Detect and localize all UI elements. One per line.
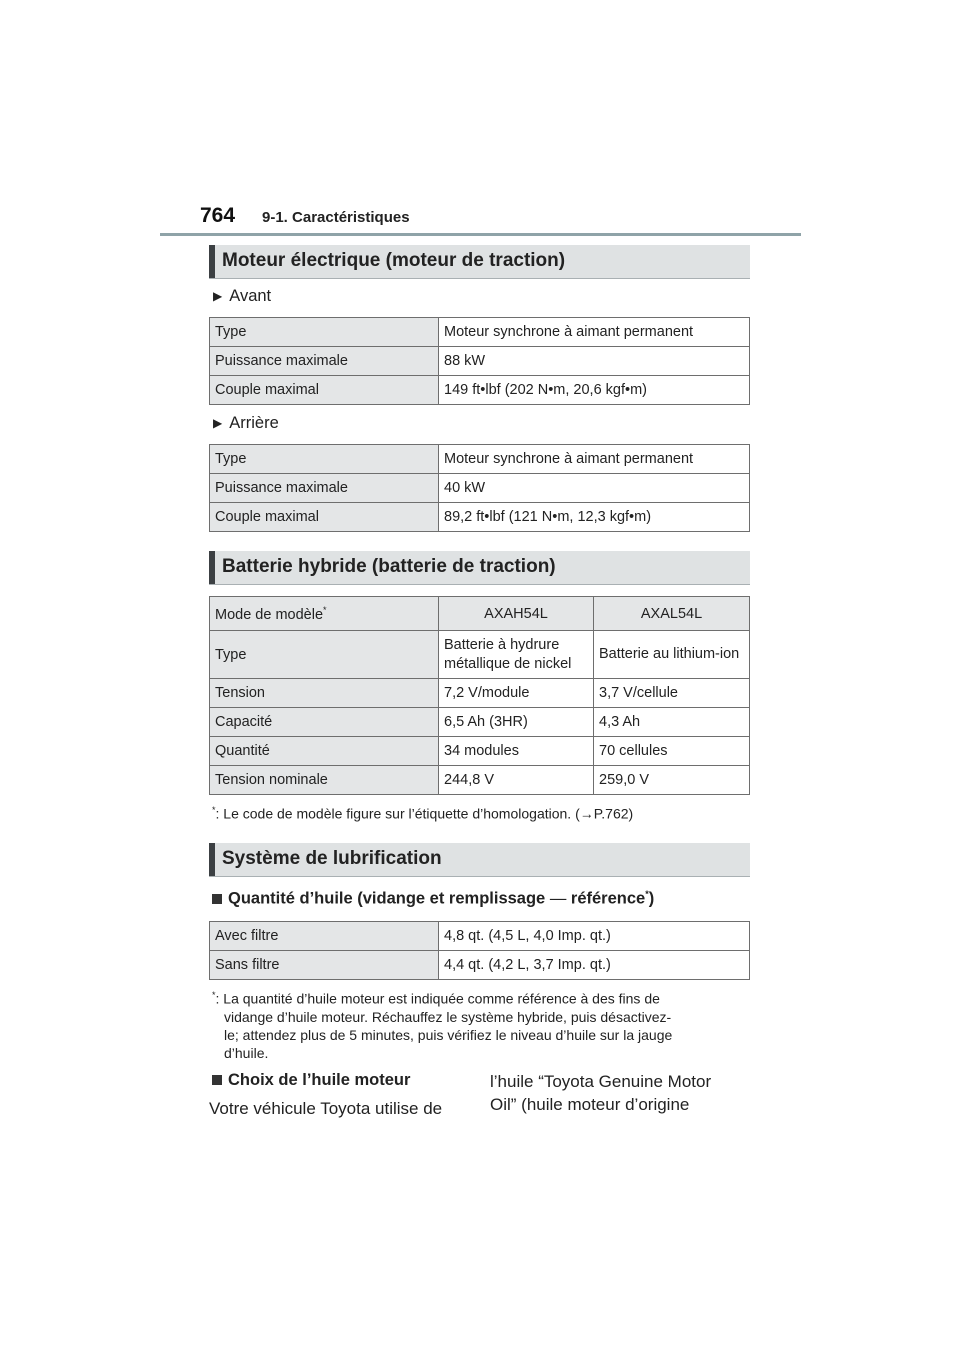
table-row: Couple maximal 89,2 ft•lbf (121 N•m, 12,3 kgf•m)	[210, 503, 750, 532]
section-heading-motor	[209, 245, 750, 279]
battery-table	[209, 596, 750, 795]
table-row: Capacité 6,5 Ah (3HR) 4,3 Ah	[210, 708, 750, 737]
page-reference-link[interactable]: P.762)	[593, 805, 634, 822]
oil-quantity-heading: Quantité d’huile (vidange et remplissage — référence*)	[212, 889, 654, 909]
oil-footnote: *: La quantité d’huile moteur est indiquée comme référence à des fins de vidange d’huile moteur. Réchauffez le système hybride, puis désactivez- le; attendez plus de 5 minutes, puis vérifiez le niveau d’huile sur la jauge d’huile.	[212, 990, 673, 1061]
table-row: Tension nominale 244,8 V 259,0 V	[210, 766, 750, 795]
table-row: Type Moteur synchrone à aimant permanent	[210, 445, 750, 474]
page-number: 764	[200, 204, 236, 227]
motor-rear-table	[209, 444, 750, 532]
oil-choice-text: Votre véhicule Toyota utilise de	[209, 1099, 443, 1118]
square-bullet-icon	[212, 894, 222, 904]
table-row: Type Batterie à hydrure métallique de nickel Batterie au lithium-ion	[210, 631, 750, 679]
table-row: Avec filtre 4,8 qt. (4,5 L, 4,0 Imp. qt.)	[210, 922, 750, 951]
section-title: Moteur électrique (moteur de traction)	[222, 250, 566, 271]
triangle-bullet-icon: ▶	[213, 416, 223, 430]
oil-quantity-table	[209, 921, 750, 980]
section-title: Batterie hybride (batterie de traction)	[222, 556, 556, 577]
section-bar	[209, 245, 215, 278]
table-row: Quantité 34 modules 70 cellules	[210, 737, 750, 766]
chapter-title: 9-1. Caractéristiques	[262, 209, 410, 226]
battery-footnote: *: Le code de modèle figure sur l’étiquette d’homologation. (→P.762)	[212, 805, 634, 822]
oil-choice-heading: Choix de l’huile moteur	[212, 1071, 410, 1090]
table-header-row: Mode de modèle* AXAH54L AXAL54L	[210, 597, 750, 631]
table-row: Type Moteur synchrone à aimant permanent	[210, 318, 750, 347]
triangle-bullet-icon: ▶	[213, 289, 223, 303]
section-bar	[209, 551, 215, 584]
oil-choice-right-column: l’huile “Toyota Genuine Motor Oil” (huile moteur d’origine	[490, 1072, 712, 1114]
arrow-reference-icon: →	[579, 805, 594, 822]
subheading-front: ▶ Avant	[213, 287, 272, 305]
table-row: Sans filtre 4,4 qt. (4,2 L, 3,7 Imp. qt.)	[210, 951, 750, 980]
subheading-rear: ▶ Arrière	[213, 414, 279, 432]
table-row: Puissance maximale 88 kW	[210, 347, 750, 376]
section-heading-lubrication	[209, 843, 750, 877]
square-bullet-icon	[212, 1075, 222, 1085]
table-row: Couple maximal 149 ft•lbf (202 N•m, 20,6 kgf•m)	[210, 376, 750, 405]
header-rule	[160, 233, 801, 236]
section-title: Système de lubrification	[222, 848, 442, 869]
table-row: Puissance maximale 40 kW	[210, 474, 750, 503]
motor-front-table	[209, 317, 750, 405]
section-heading-battery	[209, 551, 750, 585]
table-row: Tension 7,2 V/module 3,7 V/cellule	[210, 679, 750, 708]
section-bar	[209, 843, 215, 876]
